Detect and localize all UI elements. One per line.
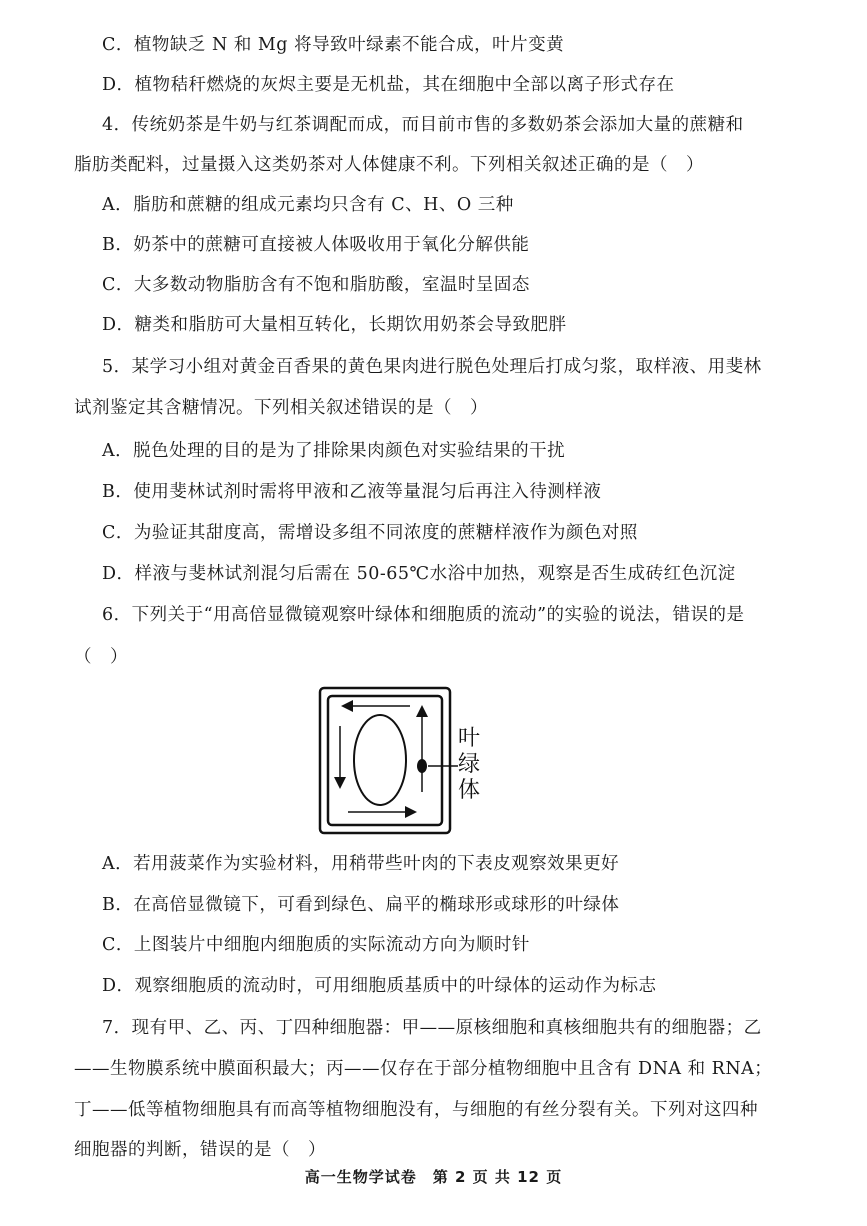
vacuole [354, 715, 406, 805]
q6-option-a: A．若用菠菜作为实验材料，用稍带些叶肉的下表皮观察效果更好 [102, 854, 620, 874]
chloroplast-label-char2: 绿 [458, 752, 481, 777]
q4-option-a: A．脂肪和蔗糖的组成元素均只含有 C、H、O 三种 [102, 195, 514, 215]
q3-option-c: C．植物缺乏 N 和 Mg 将导致叶绿素不能合成，叶片变黄 [102, 35, 565, 55]
q3-option-d: D．植物秸秆燃烧的灰烬主要是无机盐，其在细胞中全部以离子形式存在 [102, 75, 675, 95]
q6-option-d: D．观察细胞质的流动时，可用细胞质基质中的叶绿体的运动作为标志 [102, 976, 657, 996]
chloroplast-label-char1: 叶 [458, 726, 481, 751]
chloroplast [417, 759, 427, 773]
q4-option-d: D．糖类和脂肪可大量相互转化，长期饮用奶茶会导致肥胖 [102, 315, 567, 335]
q4-option-b: B．奶茶中的蔗糖可直接被人体吸收用于氧化分解供能 [102, 235, 530, 255]
q6-stem-line1: 6．下列关于“用高倍显微镜观察叶绿体和细胞质的流动”的实验的说法，错误的是 [102, 605, 745, 625]
chloroplast-label-char3: 体 [458, 778, 481, 803]
q6-option-c: C．上图装片中细胞内细胞质的实际流动方向为顺时针 [102, 935, 530, 955]
q5-option-c: C．为验证其甜度高，需增设多组不同浓度的蔗糖样液作为颜色对照 [102, 523, 638, 543]
q7-stem-line1: 7．现有甲、乙、丙、丁四种细胞器：甲——原核细胞和真核细胞共有的细胞器；乙 [102, 1018, 762, 1038]
q6-stem-line2: （ ） [74, 647, 128, 667]
q5-option-a: A．脱色处理的目的是为了排除果肉颜色对实验结果的干扰 [102, 441, 566, 461]
q4-option-c: C．大多数动物脂肪含有不饱和脂肪酸，室温时呈固态 [102, 275, 530, 295]
q7-stem-line4: 细胞器的判断，错误的是（ ） [74, 1140, 326, 1160]
q5-stem-line2: 试剂鉴定其含糖情况。下列相关叙述错误的是（ ） [74, 398, 488, 418]
page-footer: 高一生物学试卷 第 2 页 共 12 页 [304, 1168, 563, 1186]
q5-stem-line1: 5．某学习小组对黄金百香果的黄色果肉进行脱色处理后打成匀浆，取样液、用斐林 [102, 357, 762, 377]
q7-stem-line2: ——生物膜系统中膜面积最大；丙——仅存在于部分植物细胞中且含有 DNA 和 RNA； [74, 1059, 773, 1079]
q5-option-b: B．使用斐林试剂时需将甲液和乙液等量混匀后再注入待测样液 [102, 482, 602, 502]
q5-option-d: D．样液与斐林试剂混匀后需在 50-65℃水浴中加热，观察是否生成砖红色沉淀 [102, 564, 736, 584]
q4-stem-line1: 4．传统奶茶是牛奶与红茶调配而成，而目前市售的多数奶茶会添加大量的蔗糖和 [102, 115, 744, 135]
q4-stem-line2: 脂肪类配料，过量摄入这类奶茶对人体健康不利。下列相关叙述正确的是（ ） [74, 155, 704, 175]
q6-option-b: B．在高倍显微镜下，可看到绿色、扁平的椭球形或球形的叶绿体 [102, 895, 620, 915]
q7-stem-line3: 丁——低等植物细胞具有而高等植物细胞没有，与细胞的有丝分裂有关。下列对这四种 [74, 1100, 758, 1120]
